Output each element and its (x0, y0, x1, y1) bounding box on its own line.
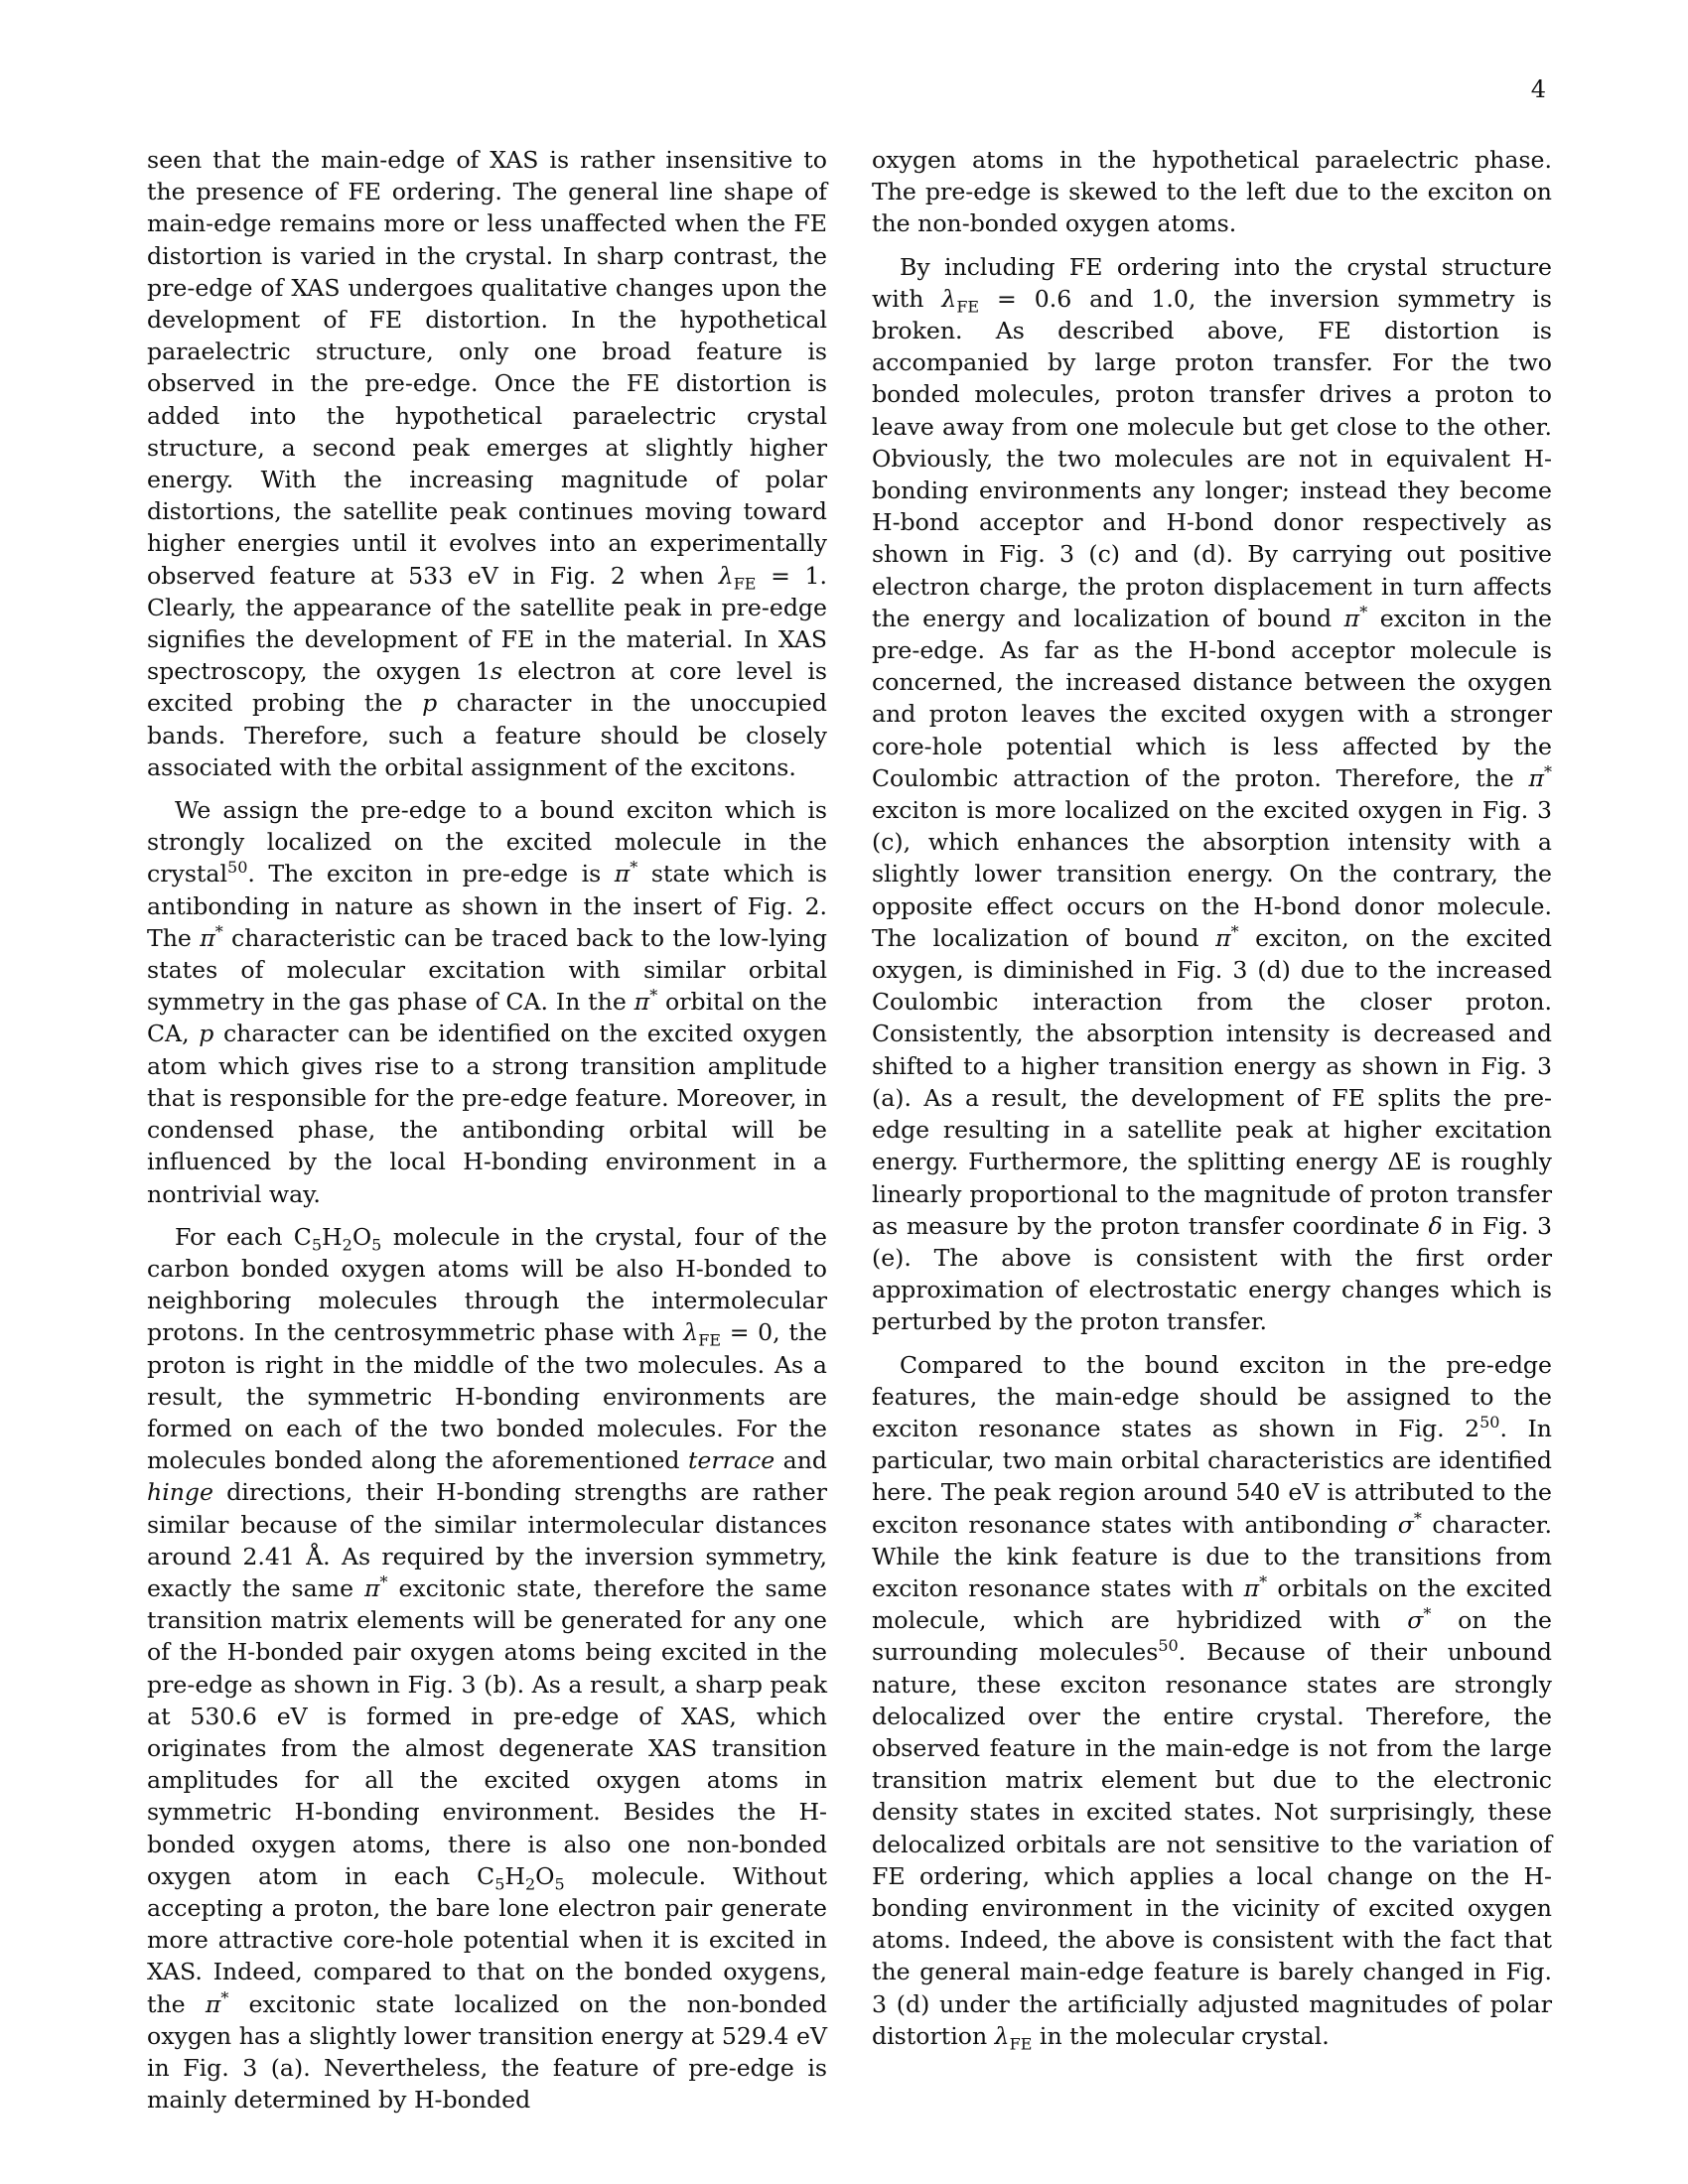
left-paragraph-3: For each $C_5H_2O_5$ molecule in the crystal, four of the carbon bonded oxygen atoms will be also H-bonded to neighboring molecules through the intermolecular protons. In the centrosymmetric phase with $\lambda_{FE} = 0$, the proton is right in the middle of the two molecules. As a result, the symmetric H-bonding environments are formed on each of the two bonded molecules. For the molecules bonded along the aforementioned terrace and hinge directions, their H-bonding strengths are rather similar because of the similar intermolecular distances around 2.41 Å. As required by the inversion symmetry, exactly the same π* excitonic state, therefore the same transition matrix elements will be generated for any one of the H-bonded pair oxygen atoms being excited in the pre-edge as shown in Fig. 3 (b). As a result, a sharp peak at 530.6 eV is formed in pre-edge of XAS, which originates from the almost degenerate XAS transition amplitudes for all the excited oxygen atoms in symmetric H-bonding environment. Besides the H-bonded oxygen atoms, there is also one non-bonded oxygen atom in each $C_5H_2O_5$ molecule. Without accepting a proton, the bare lone electron pair generate more attractive core-hole potential when it is excited in XAS. Indeed, compared to that on the bonded oxygens, the π* excitonic state localized on the non-bonded oxygen has a slightly lower transition energy at 529.4 eV in Fig. 3 (a). Nevertheless, the feature of pre-edge is mainly determined by H-bonded (147, 1222, 827, 2115)
page-number: 4 (1530, 75, 1546, 103)
left-paragraph-2: We assign the pre-edge to a bound exciton which is strongly localized on the excited molecule in the crystal$^{50}$. The exciton in pre-edge is π* state which is antibonding in nature as shown in the insert of Fig. 2. The π* characteristic can be traced back to the low-lying states of molecular excitation with similar orbital symmetry in the gas phase of CA. In the π* orbital on the CA, p character can be identified on the excited oxygen atom which gives rise to a strong transition amplitude that is responsible for the pre-edge feature. Moreover, in condensed phase, the antibonding orbital will be influenced by the local H-bonding environment in a nontrivial way. (147, 796, 828, 1208)
right-column (872, 144, 1552, 2063)
right-paragraph-2: By including FE ordering into the crystal structure with $\lambda_{FE} = 0.6$ and 1.0, the inversion symmetry is broken. As described above, FE distortion is accompanied by large proton transfer. For the two bonded molecules, proton transfer drives a proton to leave away from one molecule but get close to the other. Obviously, the two molecules are not in equivalent H-bonding environments any longer; instead they become H-bond acceptor and H-bond donor respectively as shown in Fig. 3 (c) and (d). By carrying out positive electron charge, the proton displacement in turn affects the energy and localization of bound π* exciton in the pre-edge. As far as the H-bond acceptor molecule is concerned, the increased distance between the oxygen and proton leaves the excited oxygen with a stronger core-hole potential which is less affected by the Coulombic attraction of the proton. Therefore, the π* exciton is more localized on the excited oxygen in Fig. 3 (c), which enhances the absorption intensity with a slightly lower transition energy. On the contrary, the opposite effect occurs on the H-bond donor molecule. The localization of bound π* exciton, on the excited oxygen, is diminished in Fig. 3 (d) due to the increased Coulombic interaction from the closer proton. Consistently, the absorption intensity is decreased and shifted to a higher transition energy as shown in Fig. 3 (a). As a result, the development of FE splits the pre-edge resulting in a satellite peak at higher excitation energy. Furthermore, the splitting energy ΔE is roughly linearly proportional to the magnitude of proton transfer as measure by the proton transfer coordinate δ in Fig. 3 (e). The above is consistent with the first order approximation of electrostatic energy changes which is perturbed by the proton transfer. (872, 252, 1552, 1336)
right-paragraph-1: oxygen atoms in the hypothetical paraelectric phase. The pre-edge is skewed to the left due to the exciton on the non-bonded oxygen atoms. (872, 146, 1552, 238)
right-paragraph-3: Compared to the bound exciton in the pre-edge features, the main-edge should be assigned to the exciton resonance states as shown in Fig. $2^{50}$. In particular, two main orbital characteristics are identified here. The peak region around 540 eV is attributed to the exciton resonance states with antibonding σ* character. While the kink feature is due to the transitions from exciton resonance states with π* orbitals on the excited molecule, which are hybridized with σ* on the surrounding molecules$^{50}$. Because of their unbound nature, these exciton resonance states are strongly delocalized over the entire crystal. Therefore, the observed feature in the main-edge is not from the large transition matrix element but due to the electronic density states in excited states. Not surprisingly, these delocalized orbitals are not sensitive to the variation of FE ordering, which applies a local change on the H-bonding environment in the vicinity of excited oxygen atoms. Indeed, the above is consistent with the fact that the general main-edge feature is barely changed in Fig. 3 (d) under the artificially adjusted magnitudes of polar distortion $\lambda_{FE}$ in the molecular crystal. (872, 1350, 1553, 2054)
left-column (147, 144, 827, 2126)
formula-c5h2o5: $C_5H_2O_5$ (293, 1222, 382, 1255)
formula-c5h2o5: $C_5H_2O_5$ (477, 1861, 565, 1894)
left-paragraph-1: seen that the main-edge of XAS is rather insensitive to the presence of FE ordering. The general line shape of main-edge remains more or less unaffected when the FE distortion is varied in the crystal. In sharp contrast, the pre-edge of XAS undergoes qualitative changes upon the development of FE distortion. In the hypothetical paraelectric structure, only one broad feature is observed in the pre-edge. Once the FE distortion is added into the hypothetical paraelectric crystal structure, a second peak emerges at slightly higher energy. With the increasing magnitude of polar distortions, the satellite peak continues moving toward higher energies until it evolves into an experimentally observed feature at 533 eV in Fig. 2 when $\lambda_{FE} = 1$. Clearly, the appearance of the satellite peak in pre-edge signifies the development of FE in the material. In XAS spectroscopy, the oxygen 1s electron at core level is excited probing the p character in the unoccupied bands. Therefore, such a feature should be closely associated with the orbital assignment of the excitons. (147, 146, 827, 781)
